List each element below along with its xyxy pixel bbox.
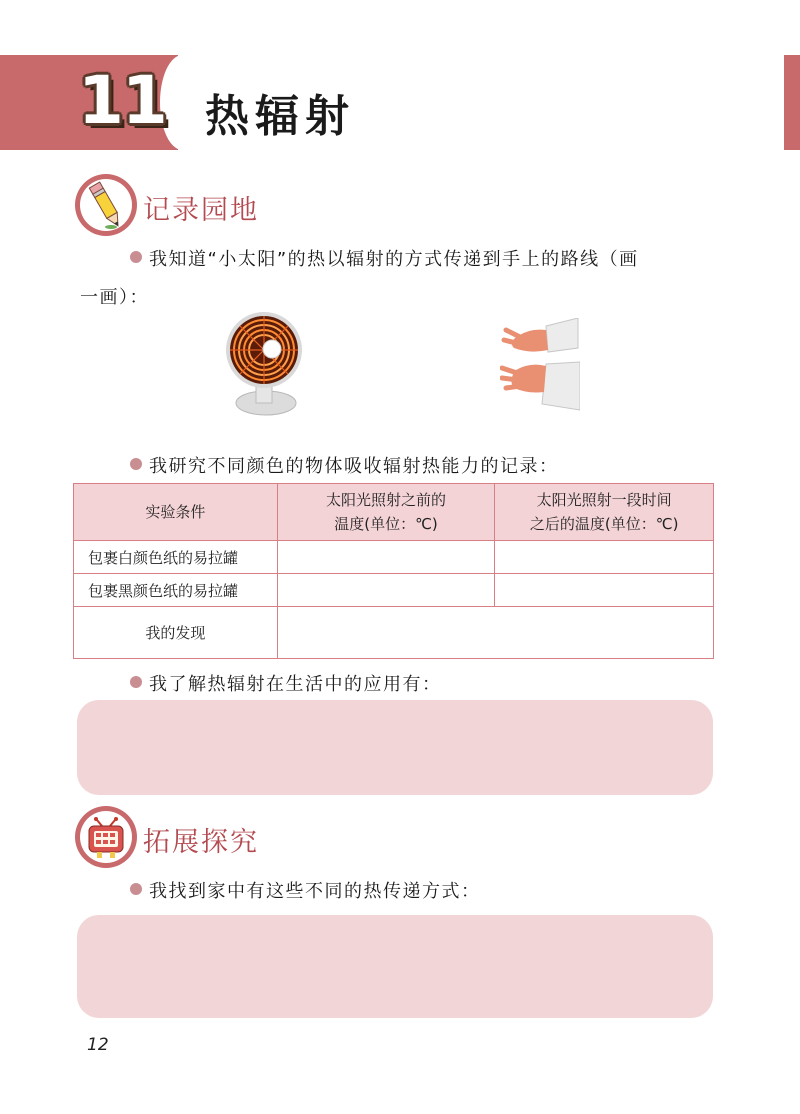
table-header-condition: 实验条件 [74, 484, 278, 541]
input-cell-black-after[interactable] [495, 574, 714, 607]
bullet-dot [130, 458, 142, 470]
tv-robot-icon [75, 806, 137, 868]
lesson-number: 11 [78, 62, 166, 139]
answer-box-heat-transfer[interactable] [77, 915, 713, 1018]
input-cell-white-before[interactable] [277, 541, 495, 574]
section-heading-extend: 拓展探究 [143, 827, 259, 858]
bullet-dot [130, 883, 142, 895]
row-label-white-can: 包裹白颜色纸的易拉罐 [74, 541, 278, 574]
row-label-findings: 我的发现 [74, 607, 278, 659]
table-row [74, 574, 714, 607]
table-row [74, 607, 714, 659]
row-label-black-can: 包裹黑颜色纸的易拉罐 [74, 574, 278, 607]
record-table [73, 483, 714, 659]
input-cell-black-before[interactable] [277, 574, 495, 607]
hands-illustration [500, 318, 580, 413]
table-header-row [74, 484, 714, 541]
bullet-dot [130, 676, 142, 688]
answer-box-applications[interactable] [77, 700, 713, 795]
title-banner-edge [784, 55, 800, 150]
heater-illustration [220, 305, 302, 420]
question-record-table: 我研究不同颜色的物体吸收辐射热能力的记录： [149, 456, 559, 477]
input-cell-findings[interactable] [277, 607, 713, 659]
title-banner-notch [160, 55, 205, 150]
lesson-title: 热辐射 [205, 91, 355, 142]
question-route-line1: 我知道“小太阳”的热以辐射的方式传递到手上的路线（画 [149, 249, 639, 270]
table-header-before: 太阳光照射之前的 温度(单位：℃) [277, 484, 495, 541]
table-row [74, 541, 714, 574]
question-heat-transfer: 我找到家中有这些不同的热传递方式： [149, 881, 481, 902]
table-header-after: 太阳光照射一段时间 之后的温度(单位：℃) [495, 484, 714, 541]
section-heading-record: 记录园地 [143, 195, 259, 226]
question-route-line2: 一画）： [80, 287, 149, 308]
page-number: 12 [87, 1035, 109, 1055]
question-applications: 我了解热辐射在生活中的应用有： [149, 674, 442, 695]
pencil-icon [75, 174, 137, 236]
bullet-dot [130, 251, 142, 263]
input-cell-white-after[interactable] [495, 541, 714, 574]
